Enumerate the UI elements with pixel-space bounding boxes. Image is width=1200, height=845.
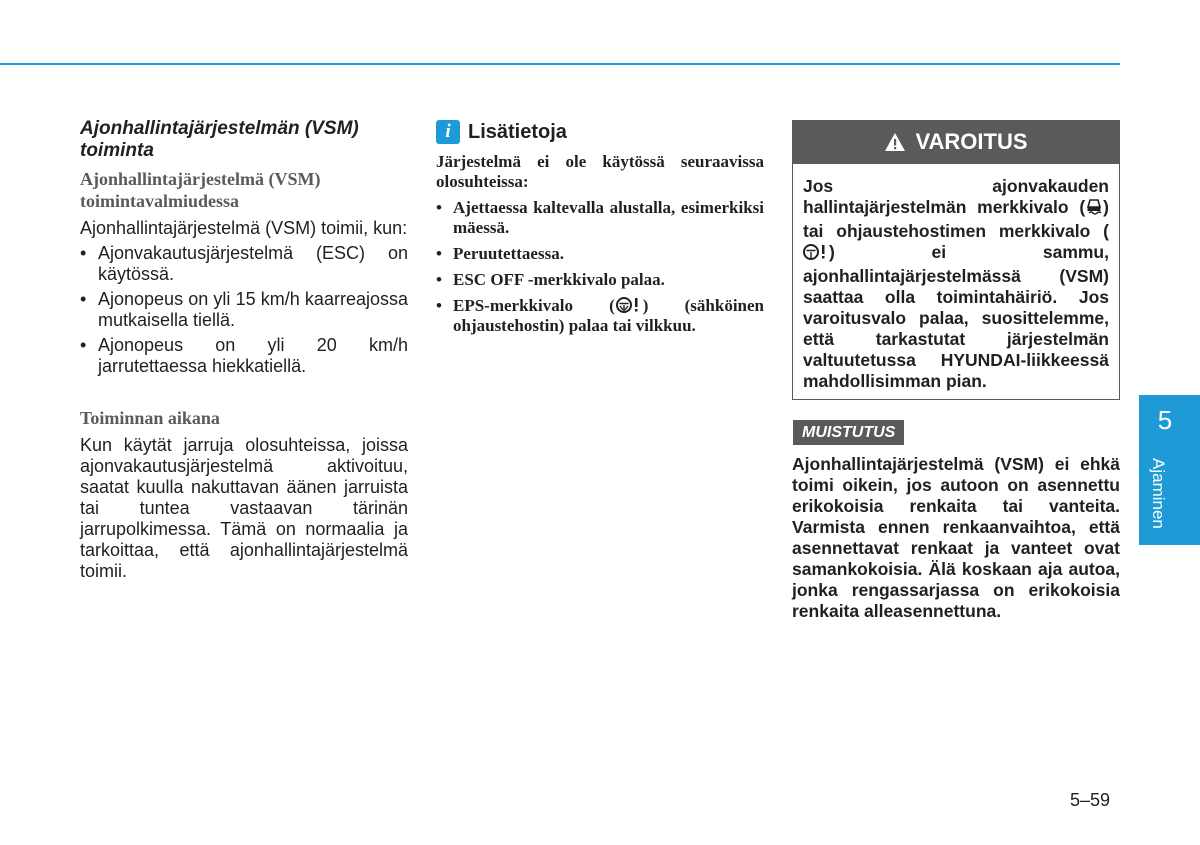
column-left [80, 118, 408, 582]
list-item: • Ajettaessa kaltevalla alustalla, esimerkiksi mäessä. [436, 198, 764, 238]
list-item: • Ajonopeus on yli 15 km/h kaarreajossa mutkaisella tiellä. [80, 289, 408, 331]
subheading-during: Toiminnan aikana [80, 408, 220, 428]
warning-text [793, 164, 1119, 392]
top-rule [0, 63, 1120, 65]
eps-text-before: EPS-merkkivalo ( [453, 296, 615, 315]
paragraph-during: Kun käytät jarruja olosuhteissa, joissa ajonvakautusjärjestelmä aktivoituu, saatat kuulla nakuttavan äänen jarruista tai tuntea vastaavan tärinän jarrupolkimessa. Tämä on normaalia ja tarkoittaa, että ajonhallintajärjestelmä toimii. [80, 435, 408, 581]
info-list [436, 198, 764, 336]
list-item: • Peruutettaessa. [436, 244, 764, 264]
esc-indicator-icon [1085, 198, 1103, 221]
info-intro: Järjestelmä ei ole käytössä seuraavissa olosuhteissa: [436, 152, 764, 191]
note-text: Ajonhallintajärjestelmä (VSM) ei ehkä toimi oikein, jos autoon on asennettu erikokoisia renkaita tai vanteita. Varmista ennen renkaanvaihtoa, että asennettavat renkaat ja vanteet ovat samankokoisia. Älä koskaan aja autoa, jonka rengassarjassa on erikokoisia renkaita alleasennettuna. [792, 454, 1120, 621]
warning-triangle-icon [884, 132, 906, 152]
warning-text-3: ) ei sammu, ajonhallintajärjestelmässä (VSM) saattaa olla toimintahäiriö. Jos varoitusvalo palaa, suosittelemme, että tarkastutat järjestelmän valtuutetussa HYUNDAI-liikkeessä mahdollisimman pian. [803, 242, 1109, 391]
warning-header [793, 121, 1119, 164]
eps-indicator-icon [803, 243, 829, 266]
info-title: Lisätietoja [468, 120, 567, 143]
warning-box [792, 120, 1120, 400]
info-header [436, 120, 764, 144]
warning-title: VAROITUS [915, 129, 1028, 154]
eps-indicator-icon [616, 296, 642, 314]
chapter-number: 5 [1157, 405, 1173, 435]
chapter-label: Ajaminen [1149, 458, 1168, 529]
section-heading: Ajonhallintajärjestelmän (VSM) toiminta [80, 118, 359, 161]
info-icon: i [436, 120, 460, 144]
column-middle [436, 120, 764, 342]
list-item: • Ajonopeus on yli 20 km/h jarrutettaessa hiekkatiellä. [80, 335, 408, 377]
list-item: • Ajonvakautusjärjestelmä (ESC) on käytössä. [80, 243, 408, 285]
list-item-eps [436, 296, 764, 336]
warning-text-2: ) tai ohjaustehostimen merkkivalo ( [803, 197, 1109, 241]
warning-text-1: Jos ajonvakauden hallintajärjestelmän merkkivalo ( [803, 176, 1109, 217]
conditions-list [80, 243, 408, 377]
note-label: MUISTUTUS [793, 420, 904, 445]
paragraph-conditions: Ajonhallintajärjestelmä (VSM) toimii, kun: [80, 218, 408, 238]
list-item: • ESC OFF -merkkivalo palaa. [436, 270, 764, 290]
eps-text-after: ) (sähköinen ohjaustehostin) palaa tai vilkkuu. [453, 296, 765, 335]
page-number: 5–59 [1070, 790, 1111, 810]
subheading-ready: Ajonhallintajärjestelmä (VSM) toimintavalmiudessa [80, 169, 321, 211]
